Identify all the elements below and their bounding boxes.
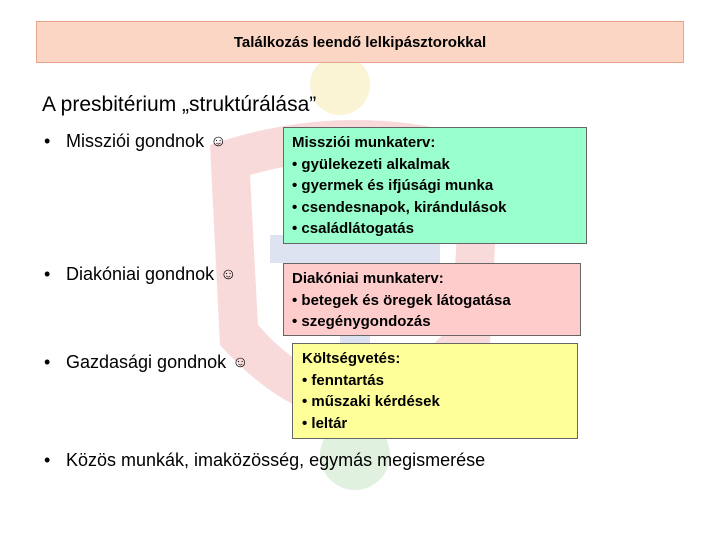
header-banner [36,21,684,63]
box-item: • műszaki kérdések [302,393,440,410]
bullet-dot: • [44,450,51,470]
bullet-dot: • [44,264,51,284]
pointing-hand-icon: ☺ [232,353,249,371]
box-item: • gyermek és ifjúsági munka [292,177,494,194]
bullet-label: Missziói gondnok [66,131,205,151]
box-item: • gyülekezeti alkalmak [292,155,450,173]
bullet-label: Diakóniai gondnok [66,264,215,284]
bullet-diakonia [44,264,236,285]
box-item: • betegek és öregek látogatása [292,291,511,309]
box-item: • csendesnapok, kirándulások [292,198,507,216]
box-item: • fenntartás [302,371,384,389]
box-title: Missziói munkaterv: [292,134,436,151]
box-title: Diakóniai munkaterv: [292,270,444,287]
slide-title: A presbitérium „struktúrálása” [42,93,317,116]
box-item: • családlátogatás [292,220,414,237]
bullet-dot: • [44,352,51,372]
missio-plan-box [283,127,587,244]
diakonia-plan-box [283,263,581,336]
budget-box [292,343,578,439]
bullet-label: Közös munkák, imaközösség, egymás megismerése [66,450,486,470]
pointing-hand-icon: ☺ [220,265,237,283]
box-item: • leltár [302,414,348,432]
box-item: • szegénygondozás [292,313,431,330]
bullet-missio [44,131,226,152]
header-title: Találkozás leendő lelkipásztorokkal [233,33,487,51]
bullet-gazdasag [44,352,248,373]
bullet-dot: • [44,131,51,151]
box-title: Költségvetés: [302,350,401,367]
bullet-label: Gazdasági gondnok [66,352,227,372]
pointing-hand-icon: ☺ [210,132,227,150]
bullet-kozos [44,450,485,471]
